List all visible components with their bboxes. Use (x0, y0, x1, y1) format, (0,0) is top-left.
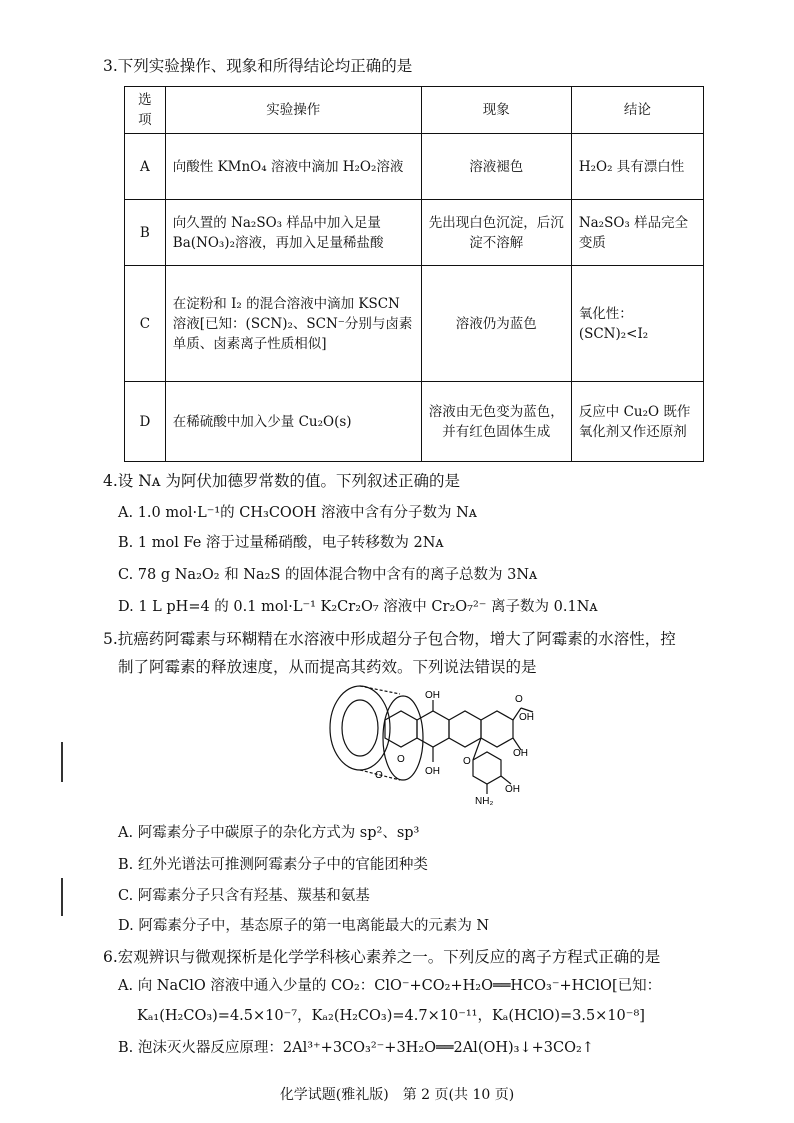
row-conclusion: H₂O₂ 具有漂白性 (571, 134, 703, 200)
label-oxo: O (515, 694, 523, 705)
row-conclusion: 反应中 Cu₂O 既作氧化剂又作还原剂 (571, 382, 703, 462)
question-4-option-a: A. 1.0 mol·L⁻¹的 CH₃COOH 溶液中含有分子数为 Nᴀ (118, 505, 477, 521)
label-nh2: NH₂ (475, 796, 494, 807)
row-operation: 向酸性 KMnO₄ 溶液中滴加 H₂O₂溶液 (165, 134, 421, 200)
row-operation: 向久置的 Na₂SO₃ 样品中加入足量 Ba(NO₃)₂溶液，再加入足量稀盐酸 (165, 200, 421, 266)
label-methoxy-o: O (375, 770, 383, 781)
row-operation: 在淀粉和 I₂ 的混合溶液中滴加 KSCN 溶液[已知：(SCN)₂、SCN⁻分别与卤素单质、卤素离子性质相似] (165, 266, 421, 382)
question-5-option-b: B. 红外光谱法可推测阿霉素分子中的官能团种类 (118, 857, 428, 873)
cyclodextrin-back-ring (330, 686, 390, 770)
experiment-table (124, 86, 704, 462)
table-row (125, 382, 704, 462)
table-row (125, 134, 704, 200)
margin-mark-top (61, 742, 63, 782)
label-oh-bottom: OH (425, 766, 440, 777)
table-row (125, 266, 704, 382)
table-row (125, 200, 704, 266)
header-operation: 实验操作 (165, 87, 421, 134)
label-oh-chain: OH (519, 712, 534, 723)
row-option: C (125, 266, 166, 382)
question-4-option-b: B. 1 mol Fe 溶于过量稀硝酸，电子转移数为 2Nᴀ (118, 535, 444, 551)
label-oh-sugar: OH (505, 784, 520, 795)
row-phenomenon: 溶液由无色变为蓝色，并有红色固体生成 (421, 382, 571, 462)
ring-d (481, 711, 513, 747)
question-5-option-c: C. 阿霉素分子只含有羟基、羰基和氨基 (118, 888, 370, 904)
header-option: 选项 (125, 87, 166, 134)
question-6-stem: 6.宏观辨识与微观探析是化学学科核心素养之一。下列反应的离子方程式正确的是 (103, 948, 661, 966)
question-6-option-b: B. 泡沫灭火器反应原理：2Al³⁺+3CO₃²⁻+3H₂O══2Al(OH)₃↓+3CO₂↑ (118, 1040, 594, 1056)
label-quinone-o: O (397, 754, 405, 765)
row-phenomenon: 溶液褪色 (421, 134, 571, 200)
cyclodextrin-inner-ring (342, 700, 378, 756)
row-conclusion: 氧化性：(SCN)₂<I₂ (571, 266, 703, 382)
ring-b (417, 711, 449, 747)
question-6-option-a-line1: A. 向 NaClO 溶液中通入少量的 CO₂：ClO⁻+CO₂+H₂O══HCO₃⁻+HClO[已知： (118, 978, 662, 994)
page-footer: 化学试题(雅礼版) 第 2 页(共 10 页) (279, 1087, 515, 1103)
label-oh-ring: OH (513, 748, 528, 759)
ring-c (449, 711, 481, 747)
question-5-stem-line2: 制了阿霉素的释放速度，从而提高其药效。下列说法错误的是 (118, 658, 537, 676)
row-phenomenon: 先出现白色沉淀，后沉淀不溶解 (421, 200, 571, 266)
table-header-row (125, 87, 704, 134)
question-4-option-c: C. 78 g Na₂O₂ 和 Na₂S 的固体混合物中含有的离子总数为 3Nᴀ (118, 567, 538, 583)
question-5-option-a: A. 阿霉素分子中碳原子的杂化方式为 sp²、sp³ (118, 825, 420, 841)
row-phenomenon: 溶液仍为蓝色 (421, 266, 571, 382)
row-option: A (125, 134, 166, 200)
row-option: B (125, 200, 166, 266)
question-4-option-d: D. 1 L pH=4 的 0.1 mol·L⁻¹ K₂Cr₂O₇ 溶液中 Cr₂O₇²⁻ 离子数为 0.1Nᴀ (118, 599, 598, 615)
doxorubicin-cyclodextrin-structure (305, 680, 535, 810)
sugar-ring (473, 752, 501, 784)
label-oh-top: OH (425, 690, 440, 701)
row-operation: 在稀硫酸中加入少量 Cu₂O(s) (165, 382, 421, 462)
row-conclusion: Na₂SO₃ 样品完全变质 (571, 200, 703, 266)
question-5-stem-line1: 5.抗癌药阿霉素与环糊精在水溶液中形成超分子包合物，增大了阿霉素的水溶性，控 (103, 630, 676, 648)
row-option: D (125, 382, 166, 462)
question-5-option-d: D. 阿霉素分子中，基态原子的第一电离能最大的元素为 N (118, 918, 490, 934)
question-4-stem: 4.设 Nᴀ 为阿伏加德罗常数的值。下列叙述正确的是 (103, 472, 460, 490)
header-conclusion: 结论 (571, 87, 703, 134)
label-glycoside-o: O (463, 756, 471, 767)
question-3-stem: 3.下列实验操作、现象和所得结论均正确的是 (103, 57, 413, 75)
question-6-option-a-line2: Kₐ₁(H₂CO₃)=4.5×10⁻⁷，Kₐ₂(H₂CO₃)=4.7×10⁻¹¹，Kₐ(HClO)=3.5×10⁻⁸] (137, 1008, 645, 1024)
margin-mark-bottom (61, 878, 63, 916)
header-phenomenon: 现象 (421, 87, 571, 134)
